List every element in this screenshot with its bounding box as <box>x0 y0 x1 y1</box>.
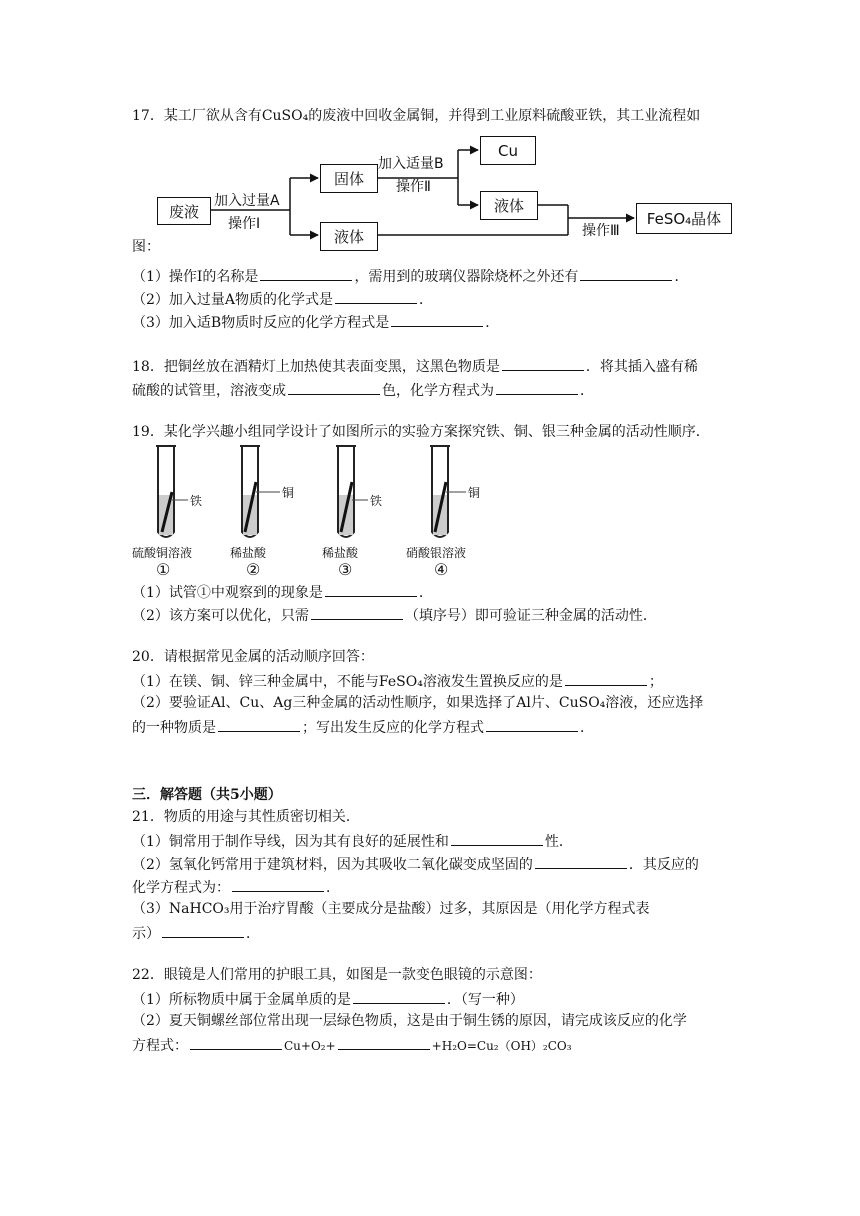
q21-sub2-line1 <box>132 854 699 874</box>
q17-sub2-text-a: （2）加入过量A物质的化学式是 <box>132 292 334 308</box>
q21-sub1 <box>132 831 573 851</box>
tube4-solution-label: 硝酸银溶液 <box>406 546 467 560</box>
q19-sub2 <box>132 605 657 625</box>
q18-text-e: ． <box>580 383 594 399</box>
q22-intro: 22．眼镜是人们常用的护眼工具，如图是一款变色眼镜的示意图： <box>132 967 542 983</box>
q19-sub2-text-a: （2）该方案可以优化，只需 <box>132 608 309 624</box>
q20-intro: 20．请根据常见金属的活动顺序回答： <box>132 649 374 665</box>
q22-sub1 <box>132 989 524 1009</box>
q22-sub2-line2 <box>132 1035 572 1055</box>
answer-blank <box>496 380 578 395</box>
q18-line1 <box>132 356 698 376</box>
answer-blank <box>580 266 672 281</box>
section-3-heading: 三．解答题（共5小题） <box>132 787 282 803</box>
test-tube-2 <box>240 446 280 537</box>
q18-text-b: ．将其插入盛有稀 <box>585 359 698 375</box>
answer-blank <box>565 671 647 686</box>
tube4-metal-label: 铜 <box>468 486 481 500</box>
q17-sub1 <box>132 266 688 286</box>
q20-sub2-text-b: 的一种物质是 <box>132 720 216 736</box>
q17-sub3-text-a: （3）加入适B物质时反应的化学方程式是 <box>132 315 390 331</box>
tube3-number: ③ <box>338 560 353 579</box>
q17-sub3-text-b: ． <box>485 315 500 331</box>
answer-blank <box>338 1035 430 1050</box>
q21-sub1-text-b: 性． <box>544 834 573 850</box>
q17-sub1-text-c: ． <box>674 269 689 285</box>
answer-blank <box>190 1035 282 1050</box>
q20-sub1-text-b: ； <box>648 674 663 690</box>
answer-blank <box>486 717 578 732</box>
q19-sub2-text-b: （填序号）即可验证三种金属的活动性． <box>404 608 657 624</box>
answer-blank <box>260 266 352 281</box>
tube2-metal-label: 铜 <box>282 486 295 500</box>
tube3-solution-label: 稀盐酸 <box>322 546 359 560</box>
q19-test-tubes <box>130 440 510 550</box>
q19-sub1-text-a: （1）试管①中观察到的现象是 <box>132 585 323 601</box>
q21-sub3-line2 <box>132 923 260 943</box>
answer-blank <box>391 312 483 327</box>
q17-sub2-text-b: ． <box>419 292 434 308</box>
q20-sub1 <box>132 671 663 691</box>
q21-sub3-line1: （3）NaHCO₃用于治疗胃酸（主要成分是盐酸）过多，其原因是（用化学方程式表 <box>132 901 650 917</box>
q22-sub2-line1: （2）夏天铜螺丝部位常出现一层绿色物质，这是由于铜生锈的原因，请完成该反应的化学 <box>132 1013 687 1029</box>
q18-text-c: 硫酸的试管里，溶液变成 <box>132 383 286 399</box>
flow-op3-label: 操作Ⅲ <box>582 223 620 239</box>
q19-sub1-text-b: ． <box>418 585 433 601</box>
flow-cu-box: Cu <box>480 136 536 165</box>
q21-sub3-text-c: ． <box>246 926 260 942</box>
q21-sub2-line2 <box>132 877 340 897</box>
answer-blank <box>353 989 445 1004</box>
q19-sub1 <box>132 582 433 602</box>
flow-liquid1-box: 液体 <box>320 222 378 251</box>
q17-sub3 <box>132 312 499 332</box>
q20-sub2-text-d: ． <box>580 720 594 736</box>
answer-blank <box>218 717 300 732</box>
q17-fig-label: 图： <box>132 239 160 255</box>
test-tube-4 <box>430 446 466 537</box>
flow-add-a-label: 加入过量A <box>214 193 280 209</box>
test-tube-3 <box>336 446 368 537</box>
q21-sub1-text-a: （1）铜常用于制作导线，因为其有良好的延展性和 <box>132 834 449 850</box>
q21-sub2-text-d: ． <box>326 880 340 896</box>
answer-blank <box>535 854 627 869</box>
tube1-metal-label: 铁 <box>190 494 203 508</box>
q17-sub1-text-b: ，需用到的玻璃仪器除烧杯之外还有 <box>354 269 579 285</box>
q22-sub2-text-c: Cu+O₂+ <box>284 1039 336 1053</box>
answer-blank <box>325 582 417 597</box>
q20-sub2-line1: （2）要验证Al、Cu、Ag三种金属的活动性顺序，如果选择了Al片、CuSO₄溶液，还应选择 <box>132 695 704 711</box>
q18-line2 <box>132 380 594 400</box>
q21-sub2-text-a: （2）氢氧化钙常用于建筑材料，因为其吸收二氧化碳变成坚固的 <box>132 857 533 873</box>
flow-solid-box: 固体 <box>320 164 378 193</box>
flow-op1-label: 操作Ⅰ <box>228 216 261 232</box>
flow-crystal-box: FeSO₄晶体 <box>636 203 732 234</box>
answer-blank <box>288 380 380 395</box>
q21-intro: 21．物质的用途与其性质密切相关． <box>132 809 360 825</box>
tube2-solution-label: 稀盐酸 <box>230 546 267 560</box>
answer-blank <box>232 877 324 892</box>
answer-blank <box>451 831 543 846</box>
answer-blank <box>311 605 403 620</box>
flow-liquid2-box: 液体 <box>480 191 538 220</box>
q22-sub2-text-b: 方程式： <box>132 1038 188 1054</box>
q18-text-a: 18．把铜丝放在酒精灯上加热使其表面变黑，这黑色物质是 <box>132 359 500 375</box>
q17-sub1-text-a: （1）操作Ⅰ的名称是 <box>132 269 259 285</box>
q21-sub3-text-b: 示） <box>132 926 160 942</box>
q22-sub2-text-d: +H₂O=Cu₂（OH）₂CO₃ <box>431 1039 572 1053</box>
tube2-number: ② <box>246 560 261 579</box>
q22-sub1-text-a: （1）所标物质中属于金属单质的是 <box>132 992 351 1008</box>
tube1-solution-label: 硫酸铜溶液 <box>132 546 193 560</box>
q19-intro: 19．某化学兴趣小组同学设计了如图所示的实验方案探究铁、铜、银三种金属的活动性顺序． <box>132 424 710 440</box>
flow-waste-box: 废液 <box>157 197 211 225</box>
answer-blank <box>502 356 584 371</box>
q21-sub2-text-c: 化学方程式为： <box>132 880 230 896</box>
q20-sub1-text-a: （1）在镁、铜、锌三种金属中，不能与FeSO₄溶液发生置换反应的是 <box>132 674 563 690</box>
q20-sub2-line2 <box>132 717 594 737</box>
q20-sub2-text-c: ；写出发生反应的化学方程式 <box>302 720 484 736</box>
tube1-number: ① <box>156 560 171 579</box>
answer-blank <box>335 289 417 304</box>
q21-sub2-text-b: ．其反应的 <box>628 857 699 873</box>
flow-add-b-label: 加入适量B <box>378 156 444 172</box>
q17-sub2 <box>132 289 433 309</box>
flow-op2-label: 操作Ⅱ <box>396 179 431 195</box>
q22-sub1-text-b: ．（写一种） <box>446 992 524 1008</box>
q18-text-d: 色，化学方程式为 <box>382 383 494 399</box>
tube3-metal-label: 铁 <box>370 494 383 508</box>
answer-blank <box>162 923 244 938</box>
test-tube-1 <box>156 446 188 537</box>
q17-line1: 17．某工厂欲从含有CuSO₄的废液中回收金属铜，并得到工业原料硫酸亚铁，其工业流程如 <box>132 108 701 124</box>
tube4-number: ④ <box>434 560 449 579</box>
